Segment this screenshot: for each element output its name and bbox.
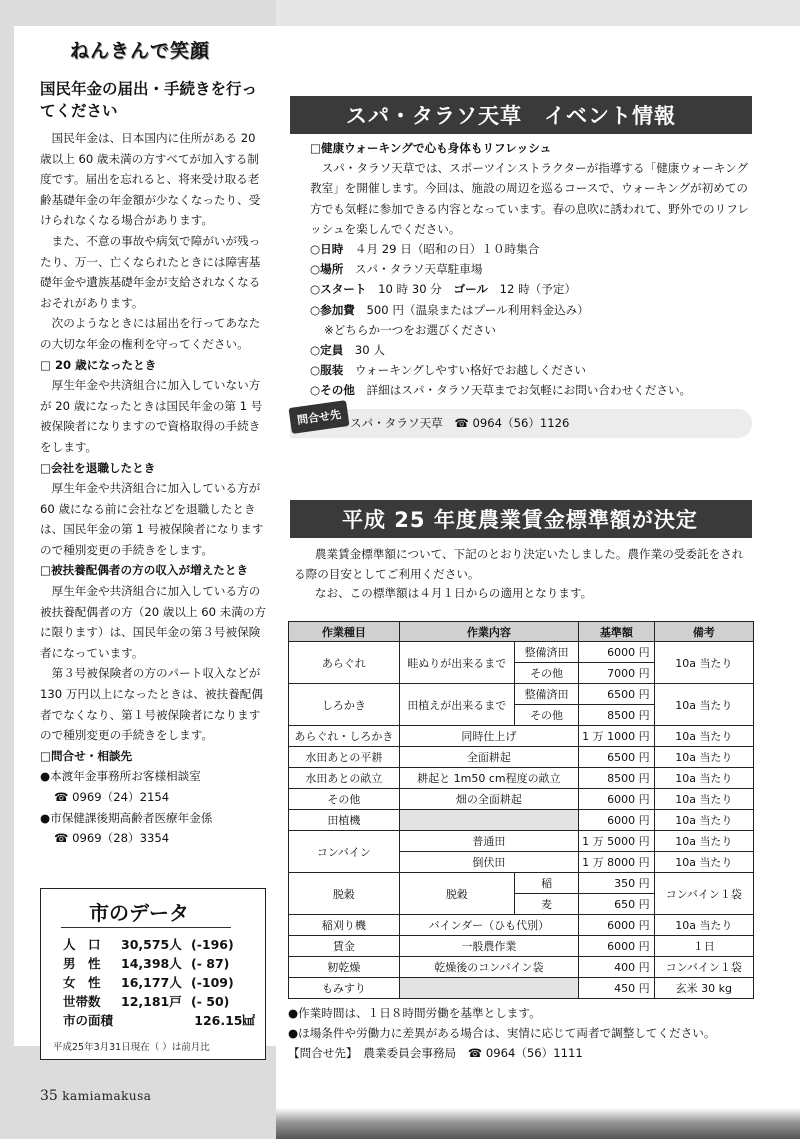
pension-paragraph: 国民年金は、日本国内に住所がある 20 歳以上 60 歳未満の方すべてが加入する制度です。届出を忘れると、将来受け取る老齢基礎年金の年金額が少なくなったり、受けられなくなる場合があります。 bbox=[40, 131, 261, 228]
table-row bbox=[289, 873, 754, 894]
table-row bbox=[289, 726, 754, 747]
table-cell: 10a 当たり bbox=[654, 810, 753, 831]
table-cell: 10a 当たり bbox=[654, 768, 753, 789]
city-data-note: 平成25年3月31日現在（ ）は前月比 bbox=[53, 1042, 210, 1053]
table-cell: その他 bbox=[289, 789, 400, 810]
table-row bbox=[289, 684, 754, 705]
table-row bbox=[289, 810, 754, 831]
spa-capacity-line bbox=[310, 340, 756, 360]
table-header: 基準額 bbox=[579, 622, 654, 642]
table-row bbox=[289, 747, 754, 768]
table-header-row bbox=[289, 622, 754, 642]
spa-fee-value: 500 円（温泉またはプール利用料金込み） bbox=[366, 302, 589, 317]
table-cell: 畑の全面耕起 bbox=[399, 789, 579, 810]
city-data-row bbox=[63, 973, 263, 992]
table-cell: 400 円 bbox=[579, 957, 654, 978]
spa-intro: スパ・タラソ天草では、スポーツインストラクターが指導する「健康ウォーキング教室」を開催します。今回は、施設の周辺を巡るコースで、ウォーキングが初めての方でも気軽に参加できる内容となっています。春の息吹に誘われて、野外でのリフレッシュを楽しんでください。 bbox=[310, 161, 749, 236]
table-cell: 6000 円 bbox=[579, 810, 654, 831]
column-title: ねんきんで笑顔 bbox=[70, 40, 211, 62]
spa-subhead: □健康ウォーキングで心も身体もリフレッシュ bbox=[310, 141, 552, 155]
spa-place-label: ○場所 bbox=[310, 262, 344, 277]
table-cell: 田植えが出来るまで bbox=[399, 684, 514, 726]
pension-subhead: □ 20 歳になったとき bbox=[40, 357, 157, 372]
wage-contact: 【問合せ先】 農業委員会事務局 ☎ 0964（56）1111 bbox=[288, 1046, 583, 1060]
table-header: 作業種目 bbox=[289, 622, 400, 642]
wage-note: ●作業時間は、１日８時間労働を基準とします。 bbox=[288, 1006, 541, 1020]
table-cell: 田植機 bbox=[289, 810, 400, 831]
magazine-name: kamiamakusa bbox=[62, 1089, 152, 1103]
city-data-row bbox=[63, 1011, 263, 1030]
city-data-change: (-196) bbox=[191, 937, 234, 952]
table-cell: 麦 bbox=[514, 894, 578, 915]
table-cell: 6000 円 bbox=[579, 642, 654, 663]
table-cell: 水田あとの畝立 bbox=[289, 768, 400, 789]
table-cell: 普通田 bbox=[399, 831, 579, 852]
page-footer bbox=[40, 1088, 151, 1104]
table-cell: 10a 当たり bbox=[654, 789, 753, 810]
city-data-row bbox=[63, 954, 263, 973]
table-cell: 6500 円 bbox=[579, 747, 654, 768]
city-data-change: (-109) bbox=[191, 975, 234, 990]
pension-contact-tel: ☎ 0969（24）2154 bbox=[54, 790, 170, 804]
wage-table bbox=[288, 621, 754, 999]
table-row bbox=[289, 831, 754, 852]
table-cell: 乾燥後のコンバイン袋 bbox=[399, 957, 579, 978]
table-row bbox=[289, 978, 754, 999]
wage-notes bbox=[288, 1003, 756, 1063]
table-cell: 10a 当たり bbox=[654, 747, 753, 768]
table-cell: 10a 当たり bbox=[654, 915, 753, 936]
table-row bbox=[289, 768, 754, 789]
table-cell: 1 万 5000 円 bbox=[579, 831, 654, 852]
pension-body bbox=[40, 128, 268, 849]
table-cell: コンバイン１袋 bbox=[654, 873, 753, 915]
table-cell: 6000 円 bbox=[579, 789, 654, 810]
wage-intro bbox=[294, 545, 754, 604]
table-cell: 8500 円 bbox=[579, 705, 654, 726]
spa-capacity-label: ○定員 bbox=[310, 343, 344, 358]
city-data-label: 市の面積 bbox=[63, 1013, 114, 1028]
table-cell: しろかき bbox=[289, 684, 400, 726]
city-data-title: 市のデータ bbox=[89, 901, 189, 925]
table-cell: 10a 当たり bbox=[654, 831, 753, 852]
table-row bbox=[289, 957, 754, 978]
spa-capacity-value: 30 人 bbox=[354, 343, 385, 358]
spa-date-line bbox=[310, 239, 756, 259]
city-data-change: (- 87) bbox=[191, 956, 230, 971]
table-cell: その他 bbox=[514, 663, 578, 684]
spa-contact-text: スパ・タラソ天草 ☎ 0964（56）1126 bbox=[350, 416, 570, 430]
pension-paragraph: また、不意の事故や病気で障がいが残ったり、万一、亡くなられたときには障害基礎年金や遺族基礎年金が支給されなくなるおそれがあります。 bbox=[40, 233, 261, 310]
city-data-value: 14,398人 bbox=[121, 956, 182, 971]
city-data-row bbox=[63, 992, 263, 1011]
wage-note: ●ほ場条件や労働力に差異がある場合は、実情に応じて両者で調整してください。 bbox=[288, 1026, 716, 1040]
pension-contact-heading: □問合せ・相談先 bbox=[40, 748, 133, 763]
spa-other-value: 詳細はスパ・タラソ天草までお気軽にお問い合わせください。 bbox=[366, 383, 692, 398]
pension-contact-tel: ☎ 0969（28）3354 bbox=[54, 831, 170, 846]
table-cell: 450 円 bbox=[579, 978, 654, 999]
city-data-label: 女 性 bbox=[63, 975, 101, 990]
table-cell: 6000 円 bbox=[579, 915, 654, 936]
spa-start-value: 10 時 30 分 bbox=[378, 282, 442, 297]
table-cell: 7000 円 bbox=[579, 663, 654, 684]
spa-start-label: ○スタート bbox=[310, 282, 367, 297]
city-data-value: 16,177人 bbox=[121, 975, 182, 990]
table-cell: 玄米 30 kg bbox=[654, 978, 753, 999]
city-title-underline bbox=[61, 927, 231, 928]
table-cell: 畦ぬりが出来るまで bbox=[399, 642, 514, 684]
table-cell: あらぐれ・しろかき bbox=[289, 726, 400, 747]
pension-contact-name: ●市保健課後期高齢者医療年金係 bbox=[40, 810, 213, 825]
table-cell: 倒伏田 bbox=[399, 852, 579, 873]
table-cell-empty bbox=[399, 810, 579, 831]
table-cell: 650 円 bbox=[579, 894, 654, 915]
city-data-label: 男 性 bbox=[63, 956, 101, 971]
table-cell: 10a 当たり bbox=[654, 642, 753, 684]
table-cell: 8500 円 bbox=[579, 768, 654, 789]
spa-banner: スパ・タラソ天草 イベント情報 bbox=[290, 96, 752, 134]
table-cell: 賃金 bbox=[289, 936, 400, 957]
spa-place-value: スパ・タラソ天草駐車場 bbox=[354, 262, 483, 277]
spa-dress-line bbox=[310, 360, 756, 380]
table-cell: コンバイン bbox=[289, 831, 400, 873]
table-cell-empty bbox=[399, 978, 579, 999]
table-cell: 6000 円 bbox=[579, 936, 654, 957]
spa-other-label: ○その他 bbox=[310, 383, 355, 398]
table-cell: 10a 当たり bbox=[654, 852, 753, 873]
pension-paragraph: 厚生年金や共済組合に加入していない方が 20 歳になったときは国民年金の第 1 号被保険者になりますので資格取得の手続きをします。 bbox=[40, 378, 263, 454]
table-cell: もみすり bbox=[289, 978, 400, 999]
city-data-label: 世帯数 bbox=[63, 994, 101, 1009]
table-cell: あらぐれ bbox=[289, 642, 400, 684]
wage-intro-paragraph: なお、この標準額は４月１日からの適用となります。 bbox=[314, 586, 593, 600]
table-cell: 6500 円 bbox=[579, 684, 654, 705]
table-row bbox=[289, 789, 754, 810]
city-data-row bbox=[63, 935, 263, 954]
city-data-box bbox=[40, 888, 266, 1060]
pension-paragraph: 厚生年金や共済組合に加入している方が 60 歳になる前に会社などを退職したときは、国民年金の第 1 号被保険者になりますので種別変更の手続きをします。 bbox=[40, 481, 264, 557]
pension-contact-name: ●本渡年金事務所お客様相談室 bbox=[40, 769, 201, 784]
table-row bbox=[289, 936, 754, 957]
table-cell: その他 bbox=[514, 705, 578, 726]
table-cell: 籾乾燥 bbox=[289, 957, 400, 978]
city-data-value: 30,575人 bbox=[121, 937, 182, 952]
table-cell: 10a 当たり bbox=[654, 726, 753, 747]
table-cell: 10a 当たり bbox=[654, 684, 753, 726]
spa-body bbox=[310, 138, 756, 401]
table-header: 備考 bbox=[654, 622, 753, 642]
spa-date-label: ○日時 bbox=[310, 242, 344, 257]
table-cell: 稲刈り機 bbox=[289, 915, 400, 936]
table-cell: 整備済田 bbox=[514, 684, 578, 705]
table-cell: コンバイン１袋 bbox=[654, 957, 753, 978]
table-cell: 350 円 bbox=[579, 873, 654, 894]
spa-dress-value: ウォーキングしやすい格好でお越しください bbox=[354, 363, 586, 378]
city-data-value: 12,181戸 bbox=[121, 994, 182, 1009]
spa-fee-note: ※どちらか一つをお選びください bbox=[324, 322, 497, 337]
spa-place-line bbox=[310, 259, 756, 279]
spa-dress-label: ○服装 bbox=[310, 363, 344, 378]
pension-paragraph: 厚生年金や共済組合に加入している方の被扶養配偶者の方（20 歳以上 60 未満の方に限ります）は、国民年金の第３号被保険者になっています。 bbox=[40, 584, 267, 660]
table-cell: 稲 bbox=[514, 873, 578, 894]
pension-paragraph: 第３号被保険者の方のパート収入などが 130 万円以上になったときは、被扶養配偶者でなくなり、第１号被保険者になりますので種別変更の手続きをします。 bbox=[40, 666, 263, 743]
page-number: 35 bbox=[40, 1088, 58, 1104]
table-cell: 同時仕上げ bbox=[399, 726, 579, 747]
wage-banner: 平成 25 年度農業賃金標準額が決定 bbox=[290, 500, 752, 538]
spa-goal-label: ゴール bbox=[453, 282, 489, 297]
pension-paragraph: 次のようなときには届出を行ってあなたの大切な年金の権利を守ってください。 bbox=[40, 316, 261, 351]
table-row bbox=[289, 915, 754, 936]
table-cell: １日 bbox=[654, 936, 753, 957]
table-cell: 耕起と 1m50 cm程度の畝立 bbox=[399, 768, 579, 789]
spa-other-line bbox=[310, 380, 756, 400]
table-header: 作業内容 bbox=[399, 622, 579, 642]
table-cell: 一般農作業 bbox=[399, 936, 579, 957]
pension-subhead: □会社を退職したとき bbox=[40, 460, 156, 475]
city-data-change: (- 50) bbox=[191, 994, 230, 1009]
city-data-rows bbox=[63, 935, 263, 1030]
spa-fee-label: ○参加費 bbox=[310, 302, 355, 317]
spa-time-line bbox=[310, 279, 756, 299]
table-cell: 1 万 8000 円 bbox=[579, 852, 654, 873]
pension-subhead: □被扶養配偶者の方の収入が増えたとき bbox=[40, 563, 249, 578]
spa-goal-value: 12 時（予定） bbox=[499, 282, 577, 297]
top-decor-bar bbox=[276, 0, 800, 26]
spa-date-value: ４月 29 日（昭和の日）１０時集合 bbox=[354, 242, 540, 257]
table-cell: 脱穀 bbox=[399, 873, 514, 915]
spa-fee-line bbox=[310, 300, 756, 320]
city-data-value: 126.15㎢ bbox=[194, 1013, 255, 1028]
spa-contact-badge: 問合せ先 bbox=[288, 400, 349, 434]
wage-intro-paragraph: 農業賃金標準額について、下記のとおり決定いたしました。農作業の受委託をされる際の目安としてご利用ください。 bbox=[294, 547, 744, 581]
pension-heading: 国民年金の届出・手続きを行ってください bbox=[40, 80, 258, 120]
table-cell: 整備済田 bbox=[514, 642, 578, 663]
city-data-label: 人 口 bbox=[63, 937, 101, 952]
table-cell: 脱穀 bbox=[289, 873, 400, 915]
table-cell: バインダー（ひも代別） bbox=[399, 915, 579, 936]
table-row bbox=[289, 642, 754, 663]
bottom-decor-bar bbox=[276, 1108, 800, 1139]
table-cell: 水田あとの平耕 bbox=[289, 747, 400, 768]
table-cell: 全面耕起 bbox=[399, 747, 579, 768]
table-cell: 1 万 1000 円 bbox=[579, 726, 654, 747]
